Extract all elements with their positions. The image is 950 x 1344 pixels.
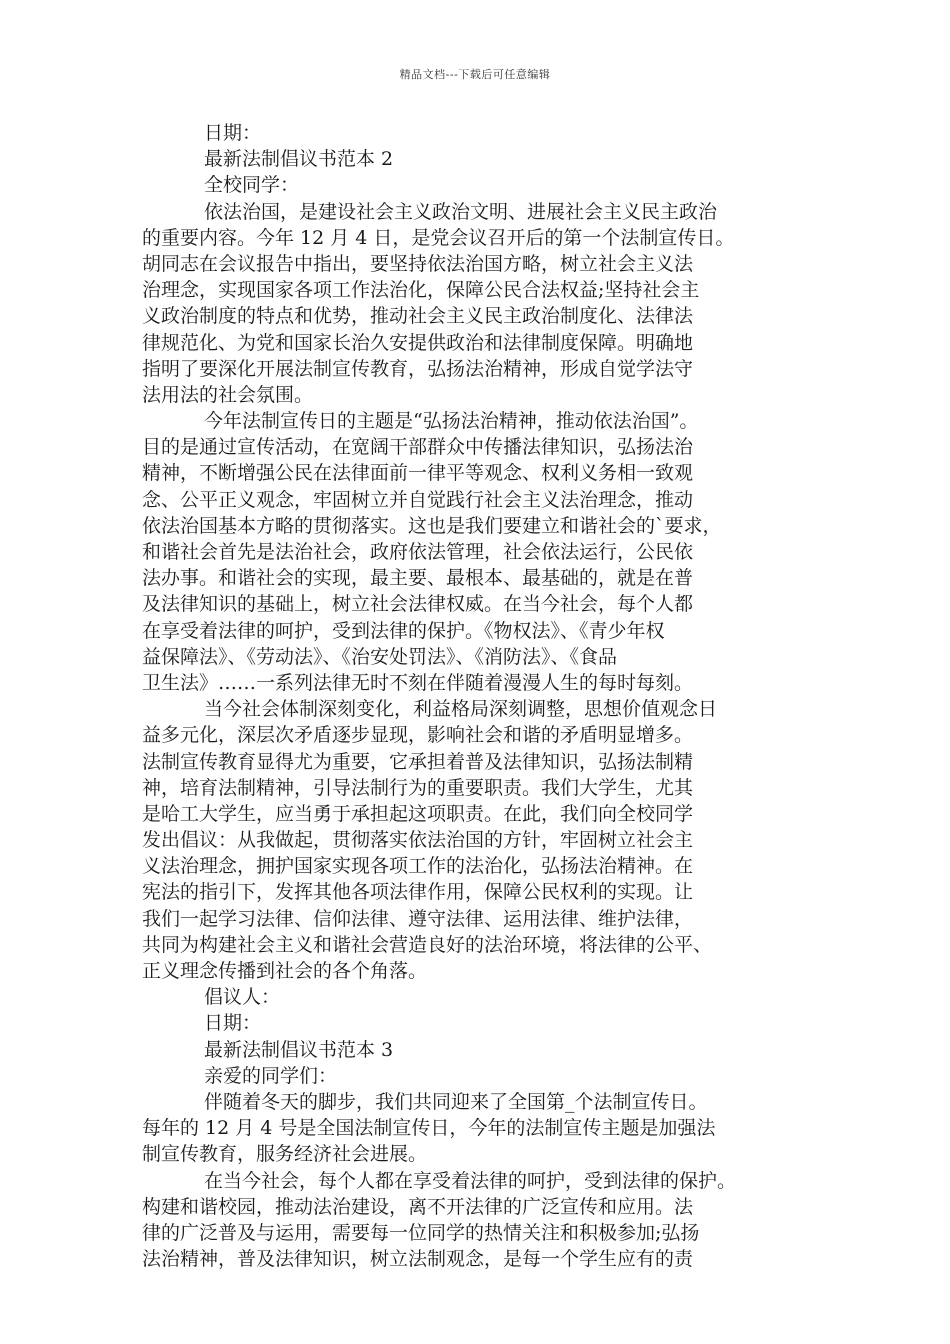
text-line: 倡议人： (204, 986, 281, 1009)
text-line: 目的是通过宣传活动，在宽阔干部群众中传播法律知识，弘扬法治 (142, 436, 694, 459)
text-line: 是哈工大学生，应当勇于承担起这项职责。在此，我们向全校同学 (142, 802, 694, 825)
text-line: 我们一起学习法律、信仰法律、遵守法律、运用法律、维护法律， (142, 907, 694, 930)
text-line: 日期： (204, 122, 262, 144)
text-line: 依法治国，是建设社会主义政治文明、进展社会主义民主政治 (204, 200, 718, 223)
text-line: 宪法的指引下，发挥其他各项法律作用，保障公民权利的实现。让 (142, 881, 694, 904)
text-line: 每年的 12 月 4 号是全国法制宣传日，今年的法制宣传主题是加强法 (142, 1117, 716, 1140)
text-line: 益保障法》、《劳动法》、《治安处罚法》、《消防法》、《食品 (142, 645, 618, 668)
text-line: 当今社会体制深刻变化，利益格局深刻调整，思想价值观念日 (204, 698, 718, 721)
text-line: 法用法的社会氛围。 (142, 383, 314, 406)
text-line: 最新法制倡议书范本 2 (204, 148, 394, 171)
text-line: 神，培育法制精神，引导法制行为的重要职责。我们大学生，尤其 (142, 776, 694, 799)
text-line: 治理念，实现国家各项工作法治化，保障公民合法权益;坚持社会主 (142, 279, 700, 302)
text-line: 律规范化、为党和国家长治久安提供政治和法律制度保障。明确地 (142, 331, 694, 354)
text-line: 依法治国基本方略的贯彻落实。这也是我们要建立和谐社会的`要求， (142, 514, 722, 537)
text-line: 法办事。和谐社会的实现，最主要、最根本、最基础的，就是在普 (142, 567, 694, 590)
text-line: 日期： (204, 1012, 262, 1035)
text-line: 最新法制倡议书范本 3 (204, 1038, 394, 1061)
text-line: 胡同志在会议报告中指出，要坚持依法治国方略，树立社会主义法 (142, 252, 694, 275)
text-line: 共同为构建社会主义和谐社会营造良好的法治环境，将法律的公平、 (142, 933, 713, 956)
text-line: 律的广泛普及与运用，需要每一位同学的热情关注和积极参加;弘扬 (142, 1221, 700, 1244)
document-body (142, 120, 822, 1272)
text-line: 构建和谐校园，推动法治建设，离不开法律的广泛宣传和应用。法 (142, 1195, 694, 1218)
text-line: 正义理念传播到社会的各个角落。 (142, 960, 428, 982)
text-line: 亲爱的同学们： (204, 1064, 338, 1087)
text-line: 在当今社会，每个人都在享受着法律的呵护，受到法律的保护。 (204, 1169, 737, 1192)
text-line: 伴随着冬天的脚步，我们共同迎来了全国第_个法制宣传日。 (204, 1090, 708, 1113)
text-line: 指明了要深化开展法制宣传教育，弘扬法治精神，形成自觉学法守 (142, 357, 694, 380)
text-line: 今年法制宣传日的主题是“弘扬法治精神，推动依法治国”。 (204, 410, 699, 433)
text-line: 义法治理念，拥护国家实现各项工作的法治化，弘扬法治精神。在 (142, 855, 694, 878)
text-line: 的重要内容。今年 12 月 4 日，是党会议召开后的第一个法制宣传日。 (142, 226, 735, 249)
text-line: 法制宣传教育显得尤为重要，它承担着普及法律知识，弘扬法制精 (142, 750, 694, 773)
text-line: 在享受着法律的呵护，受到法律的保护。《物权法》、《青少年权 (142, 619, 665, 642)
text-line: 义政治制度的特点和优势，推动社会主义民主政治制度化、法律法 (142, 305, 694, 328)
text-line: 念、公平正义观念，牢固树立并自觉践行社会主义法治理念，推动 (142, 488, 694, 511)
text-line: 制宣传教育，服务经济社会进展。 (142, 1143, 428, 1166)
text-line: 益多元化，深层次矛盾逐步显现，影响社会和谐的矛盾明显增多。 (142, 724, 694, 747)
text-line: 发出倡议：从我做起，贯彻落实依法治国的方针，牢固树立社会主 (142, 829, 694, 852)
text-line: 和谐社会首先是法治社会，政府依法管理，社会依法运行，公民依 (142, 541, 694, 563)
text-line: 卫生法》……一系列法律无时不刻在伴随着漫漫人生的每时每刻。 (142, 671, 694, 694)
text-line: 及法律知识的基础上，树立社会法律权威。在当今社会，每个人都 (142, 593, 694, 616)
text-line: 精神，不断增强公民在法律面前一律平等观念、权利义务相一致观 (142, 462, 694, 485)
text-line: 全校同学： (204, 174, 300, 197)
page-header: 精品文档---下载后可任意编辑 (399, 68, 551, 81)
text-line: 法治精神，普及法律知识，树立法制观念，是每一个学生应有的责 (142, 1248, 694, 1271)
